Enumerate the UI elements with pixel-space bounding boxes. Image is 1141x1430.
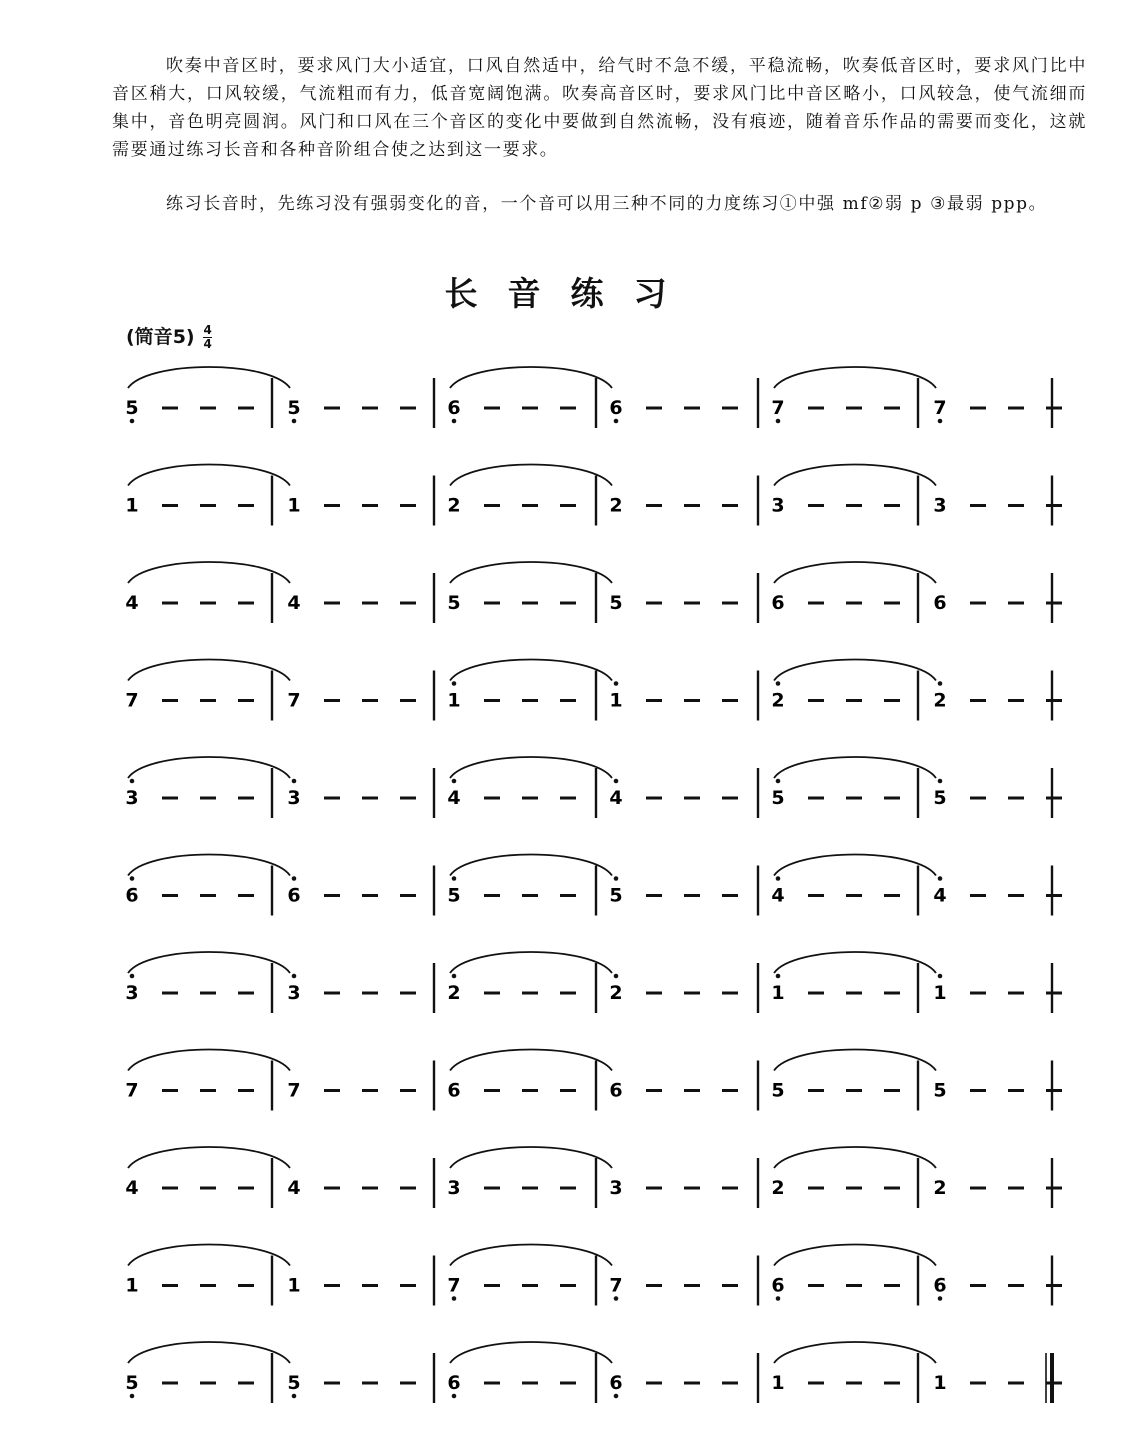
note: 2	[609, 494, 623, 517]
note: 2	[447, 494, 461, 517]
tie	[128, 1342, 290, 1363]
octave-dot-high	[452, 681, 457, 686]
octave-dot-low	[938, 1296, 943, 1301]
tie	[774, 660, 936, 681]
note: 2	[447, 982, 461, 1004]
note: 5	[447, 884, 461, 907]
tie	[774, 757, 936, 778]
note: 1	[287, 494, 301, 517]
note: 4	[447, 787, 461, 809]
octave-dot-high	[452, 876, 457, 881]
octave-dot-low	[614, 1296, 619, 1301]
octave-dot-low	[292, 1394, 297, 1399]
octave-dot-high	[776, 779, 781, 784]
octave-dot-low	[292, 419, 297, 424]
page-title: 长音练习	[444, 274, 697, 313]
note: 6	[125, 884, 139, 907]
tie	[450, 855, 612, 876]
octave-dot-high	[614, 876, 619, 881]
tie	[450, 465, 612, 486]
note: 1	[287, 1274, 301, 1297]
octave-dot-high	[452, 974, 457, 979]
note: 5	[287, 397, 301, 419]
tie	[128, 562, 290, 583]
note: 1	[933, 1372, 947, 1394]
note: 3	[125, 787, 139, 809]
tie	[450, 562, 612, 583]
tie	[774, 855, 936, 876]
note: 4	[125, 1177, 139, 1199]
intro-paragraph: 吹奏中音区时，要求风门大小适宜，口风自然适中，给气时不急不缓，平稳流畅，吹奏低音区时，要求风门比中音区稍大，口风较缓，气流粗而有力，低音宽阔饱满。吹奏高音区时，要求风门比中音区略小，口风较急，使气流细而集中，音色明亮圆润。风门和口风在三个音区的变化中要做到自然流畅，没有痕迹，随着音乐作品的需要而变化，这就需要通过练习长音和各种音阶组合使之达到这一要求。	[112, 56, 1087, 160]
note: 1	[771, 982, 785, 1004]
note: 5	[287, 1372, 301, 1394]
note: 2	[771, 1177, 785, 1199]
note: 5	[125, 1372, 139, 1394]
tie	[128, 1245, 290, 1266]
note: 5	[609, 592, 623, 614]
note: 5	[771, 787, 785, 809]
note: 3	[287, 787, 301, 809]
tie	[128, 1147, 290, 1168]
note: 7	[125, 1079, 139, 1102]
note: 5	[609, 884, 623, 907]
time-signature-top: 4	[203, 323, 212, 337]
tuning-label: (筒音	[126, 326, 173, 348]
note: 6	[771, 592, 785, 614]
note: 7	[125, 689, 139, 712]
octave-dot-low	[130, 1394, 135, 1399]
note: 4	[287, 1177, 301, 1199]
octave-dot-high	[292, 974, 297, 979]
note: 3	[287, 982, 301, 1004]
tie	[128, 367, 290, 388]
tie	[450, 1147, 612, 1168]
octave-dot-high	[938, 974, 943, 979]
note: 6	[609, 1079, 623, 1102]
note: 5	[125, 397, 139, 419]
note: 6	[771, 1274, 785, 1297]
note: 4	[771, 884, 785, 907]
tie	[128, 1050, 290, 1071]
octave-dot-high	[776, 974, 781, 979]
note: 7	[609, 1274, 623, 1297]
note: 6	[933, 1274, 947, 1297]
octave-dot-high	[130, 779, 135, 784]
note: 5	[933, 787, 947, 809]
note: 7	[933, 397, 947, 419]
note: 6	[447, 1372, 461, 1394]
tie	[128, 660, 290, 681]
tie	[450, 757, 612, 778]
tuning-close: )	[185, 326, 195, 348]
note: 1	[609, 689, 623, 712]
tuning-note: 5	[172, 326, 186, 348]
note: 3	[125, 982, 139, 1004]
octave-dot-high	[292, 779, 297, 784]
octave-dot-high	[614, 681, 619, 686]
note: 4	[609, 787, 623, 809]
tie	[774, 1147, 936, 1168]
octave-dot-low	[776, 1296, 781, 1301]
tie	[450, 1245, 612, 1266]
tie	[128, 465, 290, 486]
note: 4	[287, 592, 301, 614]
tie	[128, 952, 290, 973]
note: 5	[447, 592, 461, 614]
note: 5	[933, 1079, 947, 1102]
note: 6	[609, 397, 623, 419]
octave-dot-high	[938, 876, 943, 881]
octave-dot-high	[130, 974, 135, 979]
tie	[774, 367, 936, 388]
octave-dot-high	[776, 681, 781, 686]
tie	[450, 1342, 612, 1363]
note: 6	[447, 1079, 461, 1102]
note: 1	[125, 1274, 139, 1297]
tie	[774, 465, 936, 486]
tie	[128, 757, 290, 778]
tie	[128, 855, 290, 876]
note: 2	[771, 689, 785, 712]
note: 3	[933, 494, 947, 517]
octave-dot-high	[614, 974, 619, 979]
octave-dot-low	[938, 419, 943, 424]
octave-dot-low	[776, 419, 781, 424]
note: 1	[771, 1372, 785, 1394]
octave-dot-high	[938, 779, 943, 784]
note: 6	[287, 884, 301, 907]
note: 1	[933, 982, 947, 1004]
note: 2	[933, 689, 947, 712]
note: 6	[609, 1372, 623, 1394]
octave-dot-low	[614, 1394, 619, 1399]
note: 2	[609, 982, 623, 1004]
note: 6	[933, 592, 947, 614]
note: 7	[287, 689, 301, 712]
note: 6	[447, 397, 461, 419]
tie	[450, 660, 612, 681]
tie	[774, 1050, 936, 1071]
octave-dot-high	[938, 681, 943, 686]
note: 2	[933, 1177, 947, 1199]
tie	[774, 952, 936, 973]
octave-dot-high	[614, 779, 619, 784]
tie	[774, 1245, 936, 1266]
note: 4	[125, 592, 139, 614]
note: 3	[609, 1177, 623, 1199]
note: 5	[771, 1079, 785, 1102]
octave-dot-low	[452, 1296, 457, 1301]
octave-dot-high	[292, 876, 297, 881]
tie	[450, 1050, 612, 1071]
dynamics-paragraph: 练习长音时，先练习没有强弱变化的音，一个音可以用三种不同的力度练习①中强 mf②弱 p ③最弱 ppp。	[166, 194, 1048, 214]
note: 7	[447, 1274, 461, 1297]
note: 7	[287, 1079, 301, 1102]
tie	[450, 367, 612, 388]
tie	[450, 952, 612, 973]
octave-dot-high	[776, 876, 781, 881]
note: 7	[771, 397, 785, 419]
note: 1	[125, 494, 139, 517]
octave-dot-low	[452, 419, 457, 424]
octave-dot-high	[452, 779, 457, 784]
note: 4	[933, 884, 947, 907]
note: 1	[447, 689, 461, 712]
tie	[774, 562, 936, 583]
octave-dot-low	[130, 419, 135, 424]
octave-dot-low	[452, 1394, 457, 1399]
octave-dot-low	[614, 419, 619, 424]
octave-dot-high	[130, 876, 135, 881]
note: 3	[771, 494, 785, 517]
tie	[774, 1342, 936, 1363]
time-signature-bottom: 4	[203, 337, 212, 351]
note: 3	[447, 1177, 461, 1199]
